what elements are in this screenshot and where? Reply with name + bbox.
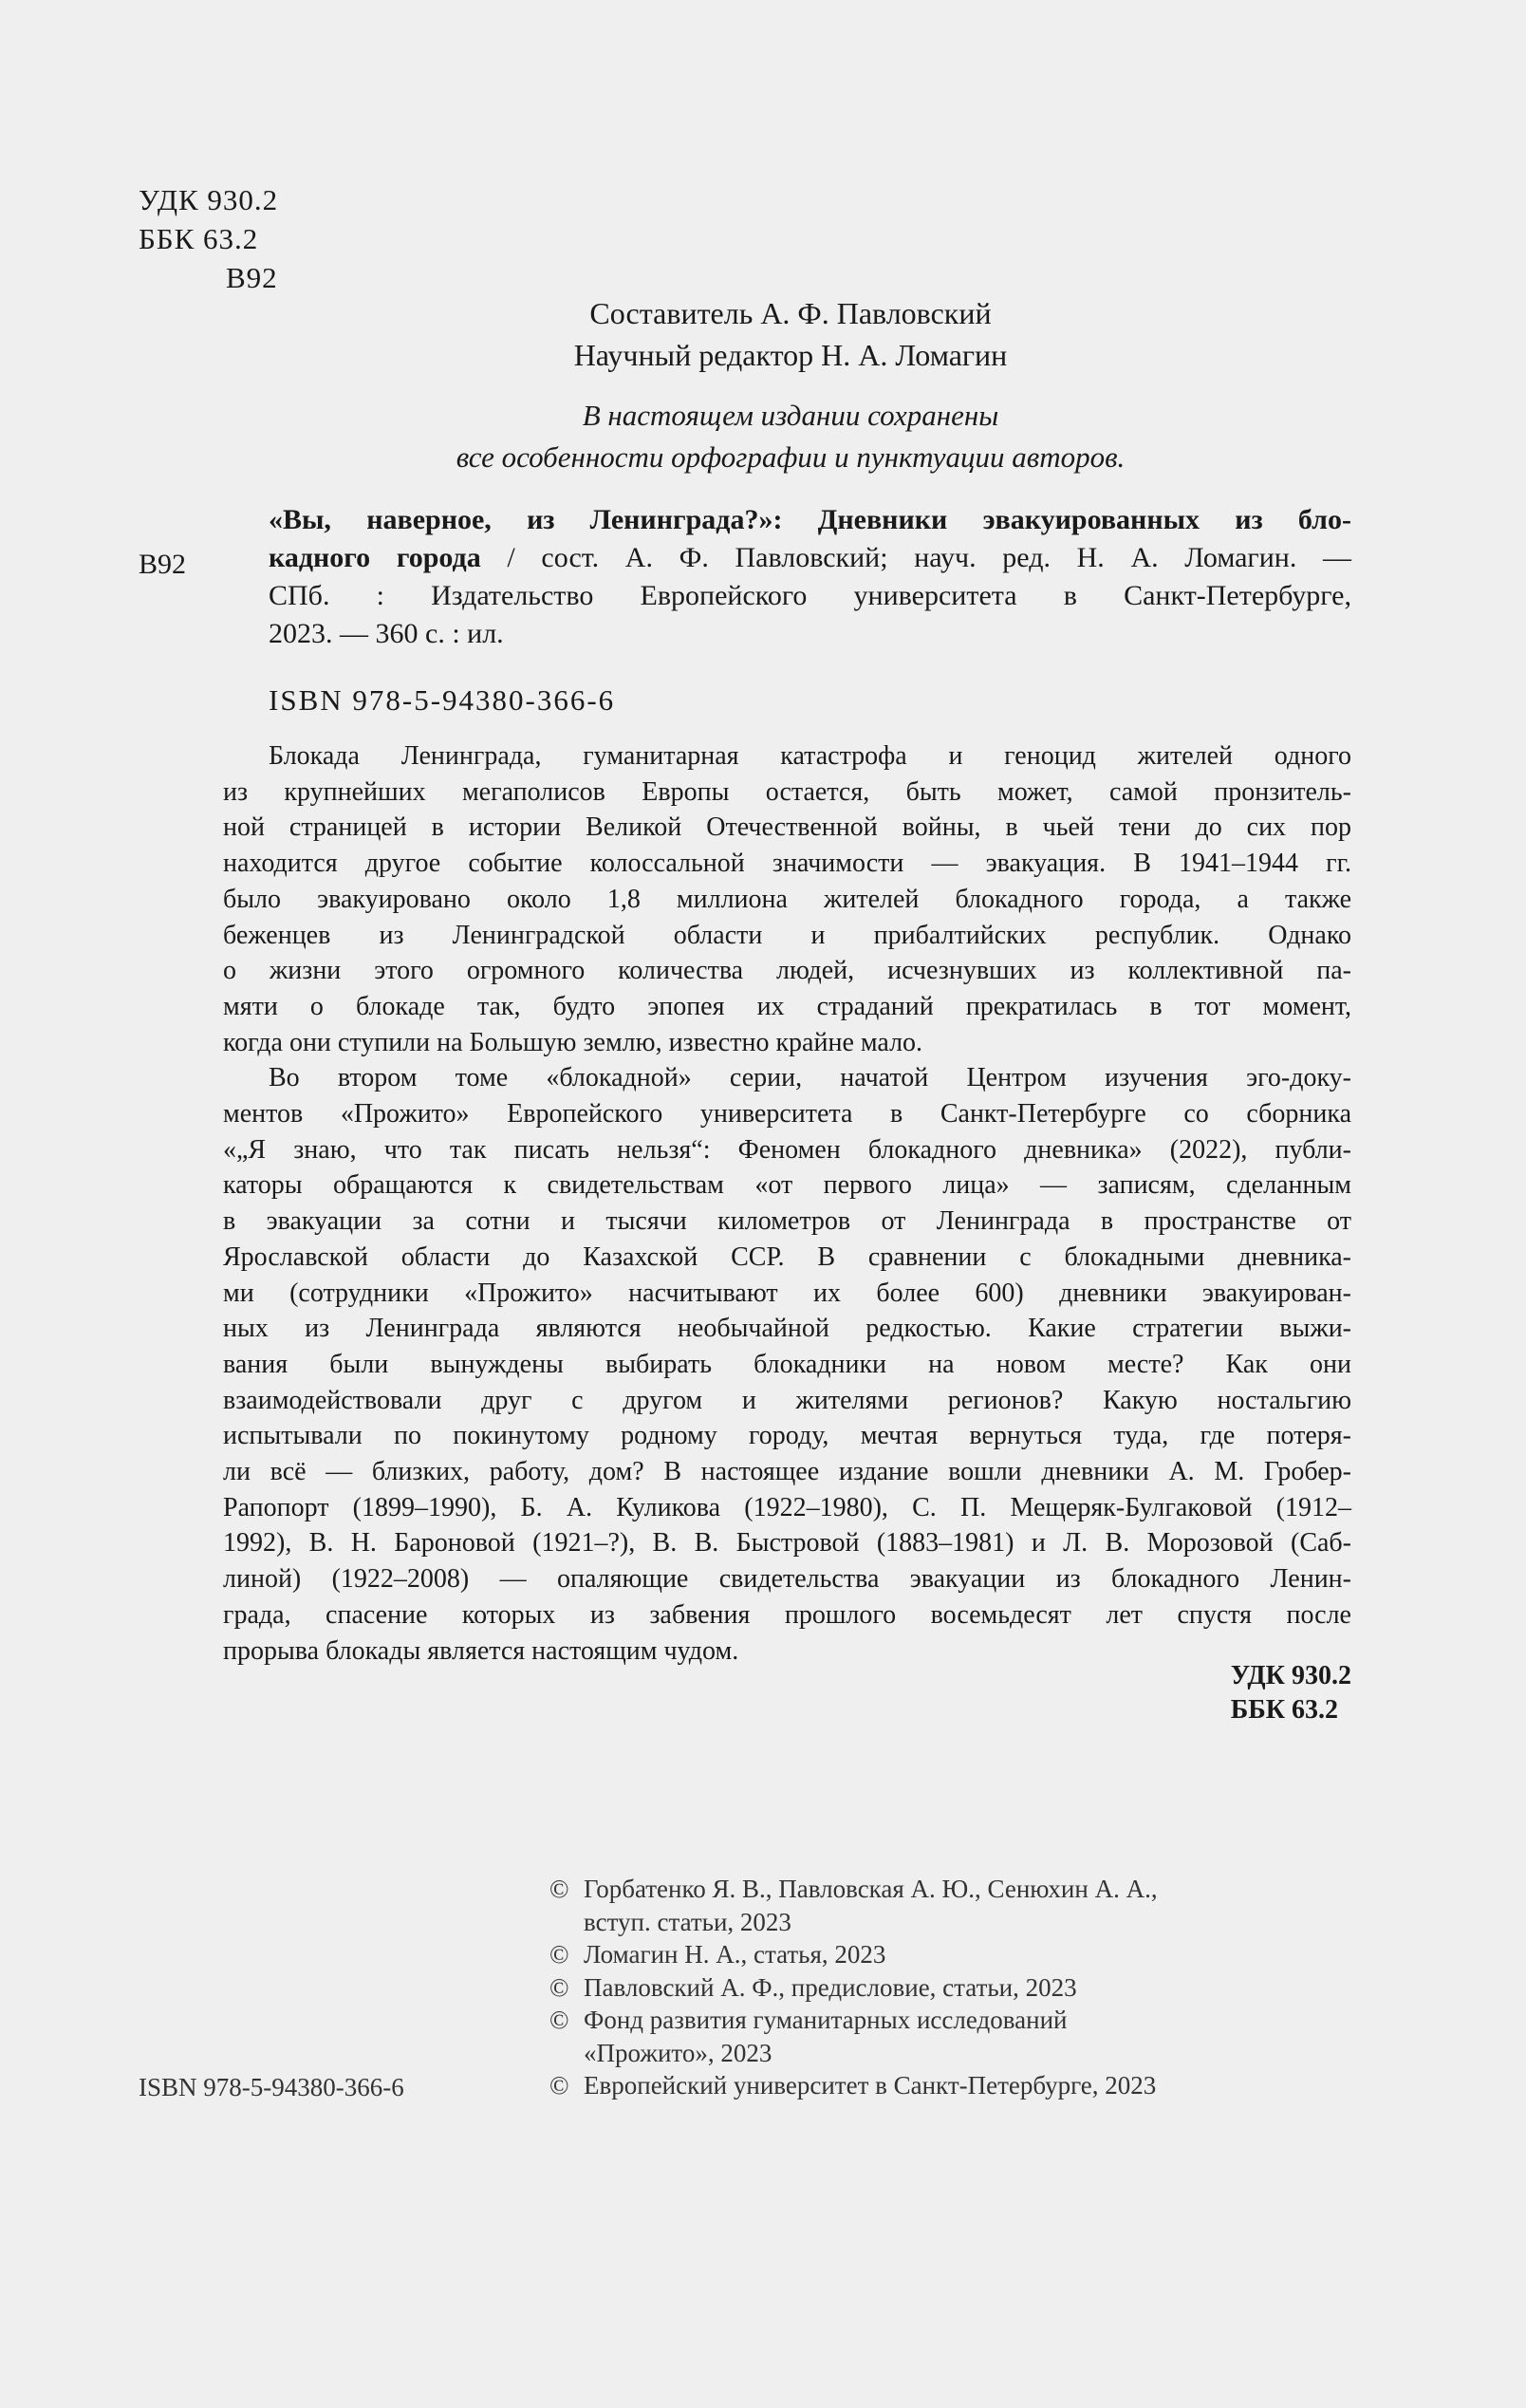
text-line: линой) (1922–2008) — опаляющие свидетельства эвакуации из блокадного Ленин-	[223, 1564, 1351, 1595]
copyright-text: Фонд развития гуманитарных исследований «Прожито», 2023	[584, 2006, 1068, 2067]
annotation-paragraph	[223, 1060, 1351, 1669]
text-line: было эвакуировано около 1,8 миллиона жителей блокадного города, а также	[223, 884, 1351, 914]
text-line: Во втором томе «блокадной» серии, начатой Центром изучения эго-доку-	[269, 1063, 1351, 1093]
copyright-icon: ©	[549, 1940, 569, 1969]
text-line: Ярославской области до Казахской ССР. В сравнении с блокадными дневника-	[223, 1241, 1351, 1272]
udk-code: УДК 930.2	[1230, 1661, 1351, 1690]
copyright-block	[549, 1873, 1158, 2102]
biblio-line: кадного города / сост. А. Ф. Павловский; науч. ред. Н. А. Ломагин. —	[269, 542, 1352, 573]
copyright-item	[549, 1971, 1158, 2005]
text-line: Рапопорт (1899–1990), Б. А. Куликова (1922–1980), С. П. Мещеряк-Булгаковой (1912–	[223, 1492, 1351, 1522]
compiler: Составитель А. Ф. Павловский	[589, 296, 992, 330]
udk-code: УДК 930.2	[139, 183, 279, 216]
text-line: ментов «Прожито» Европейского университета в Санкт-Петербурге со сборника	[223, 1099, 1351, 1129]
bbk-code: ББК 63.2	[139, 222, 259, 255]
annotation-paragraph	[223, 738, 1351, 1060]
copyright-item	[549, 2069, 1158, 2102]
text-line: ной страницей в истории Великой Отечественной войны, в чьей тени до сих пор	[223, 812, 1351, 843]
text-line: ных из Ленинграда являются необычайной редкостью. Какие стратегии выжи-	[223, 1314, 1351, 1344]
scientific-editor: Научный редактор Н. А. Ломагин	[573, 338, 1008, 372]
text-line: о жизни этого огромного количества людей, исчезнувших из коллективной па-	[223, 956, 1351, 986]
text-line: из крупнейших мегаполисов Европы остается, быть может, самой пронзитель-	[223, 776, 1351, 807]
copyright-text: Европейский университет в Санкт-Петербурге, 2023	[584, 2071, 1157, 2100]
text-line: «„Я знаю, что так писать нельзя“: Феномен блокадного дневника» (2022), публи-	[223, 1134, 1351, 1165]
note-line: все особенности орфографии и пунктуации авторов.	[456, 440, 1126, 474]
text-line: прорыва блокады является настоящим чудом.	[223, 1635, 739, 1666]
copyright-text: Горбатенко Я. В., Павловская А. Ю., Сенюхин А. А., вступ. статьи, 2023	[584, 1875, 1158, 1936]
text-line: испытывали по покинутому родному городу, мечтая вернуться туда, где потеря-	[223, 1421, 1351, 1451]
text-line: ли всё — близких, работу, дом? В настоящее издание вошли дневники А. М. Гробер-	[223, 1457, 1351, 1487]
text-line: находится другое событие колоссальной значимости — эвакуация. В 1941–1944 гг.	[223, 849, 1351, 879]
isbn-bottom: ISBN 978-5-94380-366-6	[139, 2073, 404, 2101]
copyright-icon: ©	[549, 2071, 569, 2100]
annotation	[223, 738, 1351, 1669]
text-line: града, спасение которых из забвения прошлого восемьдесят лет спустя после	[223, 1599, 1351, 1630]
biblio-line: СПб. : Издательство Европейского университета в Санкт-Петербурге,	[269, 580, 1351, 611]
text-line: мяти о блокаде так, будто эпопея их страданий прекратилась в тот момент,	[223, 991, 1351, 1021]
edition-note	[0, 395, 1526, 478]
bibliographic-record	[269, 501, 1351, 653]
copyright-icon: ©	[549, 2006, 569, 2034]
copyright-item	[549, 2004, 1158, 2069]
copyright-text: Павловский А. Ф., предисловие, статьи, 2023	[584, 1972, 1077, 2002]
biblio-author-sign: В92	[139, 549, 187, 580]
bottom-codes	[1231, 1659, 1351, 1727]
note-line: В настоящем издании сохранены	[582, 399, 999, 432]
text-line: каторы обращаются к свидетельствам «от первого лица» — записям, сделанным	[223, 1170, 1351, 1201]
copyright-text: Ломагин Н. А., статья, 2023	[584, 1940, 886, 1969]
text-line: взаимодействовали друг с другом и жителями регионов? Какую ностальгию	[223, 1385, 1351, 1415]
biblio-title: «Вы, наверное, из Ленинграда?»: Дневники эвакуированных из бло-	[269, 504, 1351, 535]
biblio-title: кадного города	[269, 542, 481, 573]
classification-codes	[139, 180, 278, 297]
biblio-line	[269, 501, 1351, 539]
text-line: когда они ступили на Большую землю, известно крайне мало.	[223, 1027, 923, 1057]
copyright-item	[549, 1873, 1158, 1938]
text-line: в эвакуации за сотни и тысячи километров от Ленинграда в пространстве от	[223, 1206, 1351, 1237]
copyright-icon: ©	[549, 1972, 569, 2002]
text-line: 1992), В. Н. Бароновой (1921–?), В. В. Быстровой (1883–1981) и Л. В. Морозовой (Саб-	[223, 1528, 1351, 1559]
isbn: ISBN 978-5-94380-366-6	[269, 683, 616, 717]
bbk-code: ББК 63.2	[1230, 1695, 1339, 1725]
author-sign: В92	[226, 261, 278, 294]
text-line: вания были вынуждены выбирать блокадники на новом месте? Как они	[223, 1349, 1351, 1379]
copyright-item	[549, 1938, 1158, 1971]
biblio-line: 2023. — 360 с. : ил.	[269, 618, 504, 649]
copyright-icon: ©	[549, 1875, 569, 1903]
credits	[0, 292, 1526, 376]
text-line: ми (сотрудники «Прожито» насчитывают их более 600) дневники эвакуирован-	[223, 1278, 1351, 1308]
text-line: беженцев из Ленинградской области и прибалтийских республик. Однако	[223, 920, 1351, 950]
text-line: Блокада Ленинграда, гуманитарная катастрофа и геноцид жителей одного	[269, 741, 1351, 771]
